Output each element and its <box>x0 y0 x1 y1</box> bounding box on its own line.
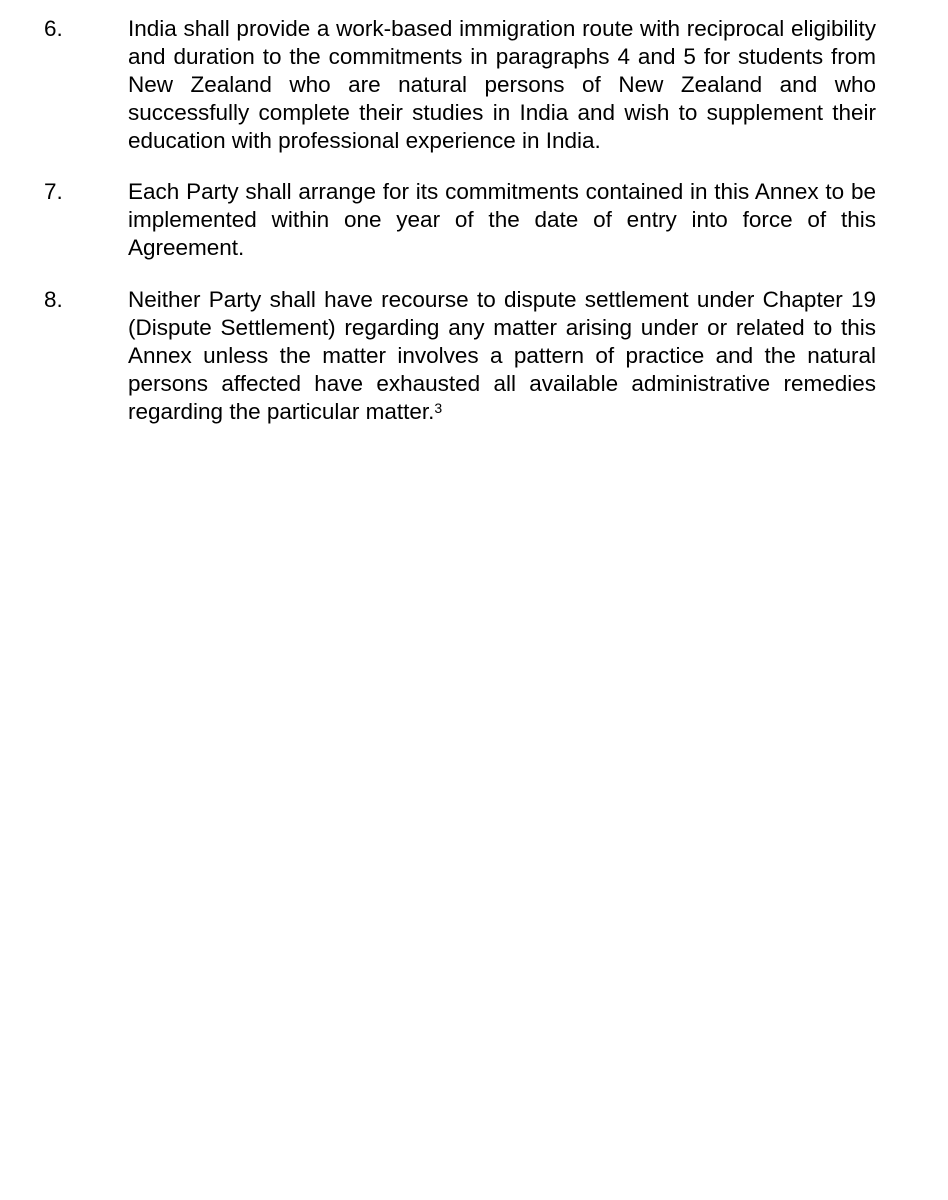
paragraph-text <box>128 286 876 426</box>
paragraph-number: 6. <box>44 16 63 41</box>
paragraph-number: 8. <box>44 287 63 312</box>
paragraph-body: Neither Party shall have recourse to dispute settlement under Chapter 19 (Dispute Settlement) regarding any matter arising under or related to this Annex unless the matter involves a pattern of practice and the natural persons affected have exhausted all available administrative remedies regarding the particular matter. <box>128 287 876 424</box>
paragraph-body: Each Party shall arrange for its commitments contained in this Annex to be implemented within one year of the date of entry into force of this Agreement. <box>128 179 876 260</box>
footnote-reference[interactable]: 3 <box>434 399 443 416</box>
paragraph-text <box>128 15 876 155</box>
paragraph-number: 7. <box>44 179 63 204</box>
paragraph-text <box>128 178 876 262</box>
paragraph-body: India shall provide a work-based immigration route with reciprocal eligibility and duration to the commitments in paragraphs 4 and 5 for students from New Zealand who are natural persons of New Zealand and who successfully complete their studies in India and wish to supplement their education with professional experience in India. <box>128 16 876 153</box>
